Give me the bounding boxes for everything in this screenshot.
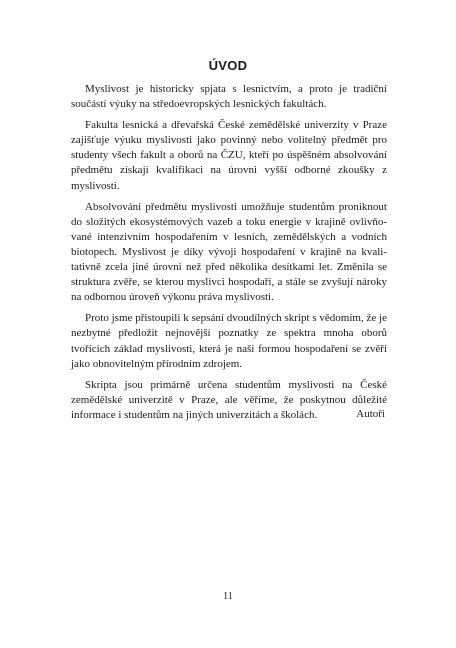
signature: Autoři — [356, 408, 385, 420]
paragraph-2: Fakulta lesnická a dřevařská České zemědělské univerzity v Praze zajišťuje výuku myslivosti jako povinný nebo volitelný předmět pro studenty všech fakult a oborů na ČZU, kteří po úspěšném absolvování předmětu získají kvalifikaci na úrovni vyšší odborné zkoušky z myslivosti. — [71, 119, 387, 192]
page-number: 11 — [223, 591, 233, 602]
paragraph-5: Skripta jsou primárně určena studentům myslivosti na České zemědělské univerzitě v Praze, ale věříme, že poskytnou důležité informace i studentům na jiných univerzitách a školách. — [71, 378, 387, 421]
paragraph-4: Proto jsme přistoupili k sepsání dvoudílných skript s vědomím, že je nezbytné předložit nejnovější poznatky ze spektra mnoha oborů tvořících základ myslivosti, která je naší formou hospodaření se zvěří jako obnovitelným přírodním zdrojem. — [71, 312, 387, 370]
paragraph-1: Myslivost je historicky spjata s lesnictvím, a proto je tradiční součástí výuky na středoevropských lesnických fakultách. — [71, 83, 387, 111]
page-title: ÚVOD — [208, 58, 248, 73]
paragraph-3: Absolvování předmětu myslivosti umožňuje studentům proniknout do složitých ekosystémových vazeb a toku energie v krajině ovlivňované intenzivním hospodařením v lesních, zemědělských a vodních biotopech. Myslivost je díky vývoji hospodaření v krajině na kvalitativně zcela jiné úrovni než před několika desítkami let. Změnila se struktura zvěře, se kterou myslivci hospodaří, a stále se zvyšují nároky na odbornou úroveň výkonu práva myslivosti. — [71, 200, 387, 304]
body-text — [71, 82, 387, 429]
